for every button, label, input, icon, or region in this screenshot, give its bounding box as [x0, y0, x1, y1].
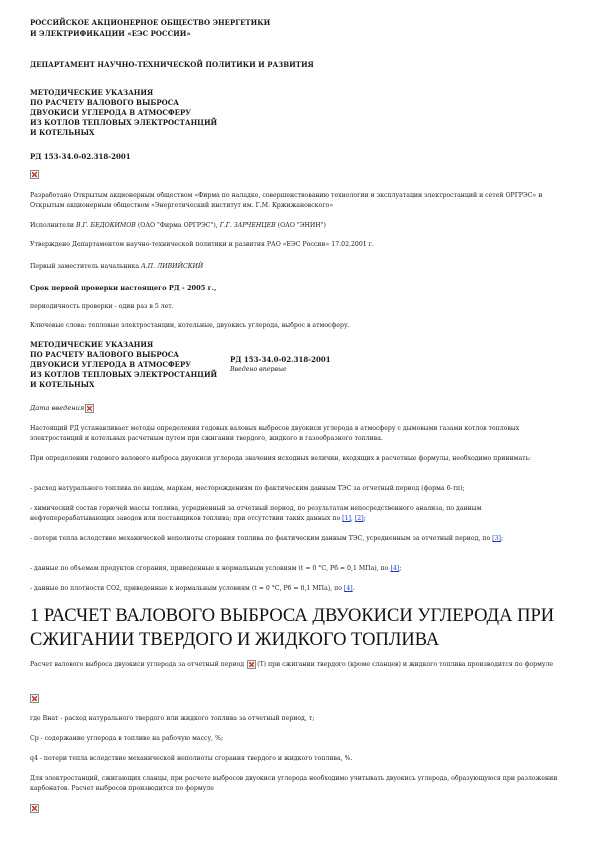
bullet-chemical-composition: [30, 504, 566, 523]
bullet-co2-density: [30, 584, 355, 594]
title-line: И КОТЕЛЬНЫХ: [30, 128, 95, 137]
approved-text: Утверждено Департаментом научно-технической политики и развития РАО «ЕЭС России» 17.02.2001 г.: [30, 241, 374, 248]
broken-image-icon: [30, 804, 39, 813]
deputy-name: А.П. ЛИВИЙСКИЙ: [141, 263, 204, 270]
bullet-text: - данные по объемам продуктов сгорания, приведенные к нормальным условиям (t = 0 °С, Рб = 0,1 МПа), по: [30, 565, 391, 572]
definition-carbon-content: Ср - содержание углерода в топливе на рабочую массу, %;: [30, 735, 224, 742]
title-block-code: РД 153-34.0-02.318-2001: [230, 355, 331, 364]
section-text: (Т) при сжигании твердого (кроме сланцев) и жидкого топлива производится по формуле: [257, 661, 554, 668]
executors-text: [30, 221, 326, 231]
developed-by-text: Разработано Открытым акционерным обществом «Фирма по наладке, совершенствованию технологии и эксплуатации электростанций и сетей ОРГРЭС» и Открытым акционерным обществом «Энергетический институт им. Г.М. Кржижановского»: [30, 192, 543, 209]
title-line: ДВУОКИСИ УГЛЕРОДА В АТМОСФЕРУ: [30, 108, 191, 117]
executor-name-2: Г.Г. ЗАРЧЕНЦЕВ: [219, 222, 276, 229]
section-1-intro: [30, 660, 566, 670]
executor-name-1: В.Г. БЕДОКИМОВ: [76, 222, 136, 229]
bullet-heat-losses: [30, 534, 566, 544]
bullet-combustion-volumes: [30, 564, 401, 574]
oil-shale-paragraph: Для электростанций, сжигающих сланцы, при расчете выбросов двуокиси углерода необходимо учитывать двуокись углерода, образующуюся при разложении карбонатов. Расчет выбросов производится по формуле: [30, 775, 558, 792]
executors-suffix: (ОАО "ЭНИН"): [275, 222, 326, 229]
title-block-left: [30, 340, 217, 390]
definition-heat-losses: q4 - потери тепла вследствие механической неполноты сгорания твердого и жидкого топлива, %.: [30, 755, 353, 762]
definition-fuel-consumption: где Внат - расход натурального твердого или жидкого топлива за отчетный период, т;: [30, 715, 315, 722]
reference-link-4b[interactable]: [4]: [343, 585, 353, 592]
title-block-line: МЕТОДИЧЕСКИЕ УКАЗАНИЯ: [30, 340, 154, 349]
title-block-line: ДВУОКИСИ УГЛЕРОДА В АТМОСФЕРУ: [30, 360, 191, 369]
separator: ,: [350, 514, 355, 522]
reference-link-2[interactable]: [2]: [354, 514, 364, 522]
bullet-end: .: [352, 585, 355, 592]
periodicity-text: периодичность проверки - один раз в 5 лет.: [30, 303, 174, 310]
scope-paragraph: Настоящий РД устанавливает методы определения годовых валовых выбросов двуокиси углерода в атмосферу с дымовыми газами котлов тепловых электростанций и котельных расчетным путем при сжигании твердого, жидкого и газообразного топлива.: [30, 425, 520, 442]
broken-image-icon: [247, 660, 256, 669]
deputy-prefix: Первый заместитель начальника: [30, 263, 142, 270]
broken-image-icon: [30, 694, 39, 703]
bullet-end: ;: [363, 514, 366, 522]
doc-code: РД 153-34.0-02.318-2001: [30, 152, 131, 161]
broken-image-icon: [30, 170, 39, 179]
title-line: МЕТОДИЧЕСКИЕ УКАЗАНИЯ: [30, 88, 154, 97]
bullet-fuel-consumption: - расход натурального топлива по видам, маркам, месторождениям по фактическим данным ТЭС за отчетный период (форма 6-тп);: [30, 485, 465, 492]
deputy-text: [30, 262, 203, 272]
executors-mid: (ОАО "Фирма ОРГРЭС"),: [135, 222, 220, 229]
bullet-end: ;: [399, 565, 402, 572]
org-name-line1: РОССИЙСКОЕ АКЦИОНЕРНОЕ ОБЩЕСТВО ЭНЕРГЕТИКИ: [30, 18, 271, 27]
org-name-line2: И ЭЛЕКТРИФИКАЦИИ «ЕЭС РОССИИ»: [30, 29, 191, 38]
reference-link-1[interactable]: [1]: [342, 514, 351, 522]
date-of-introduction: [30, 403, 95, 413]
title-block-line: ПО РАСЧЕТУ ВАЛОВОГО ВЫБРОСА: [30, 350, 179, 359]
title-block-line: И КОТЕЛЬНЫХ: [30, 380, 95, 389]
department-name: ДЕПАРТАМЕНТ НАУЧНО-ТЕХНИЧЕСКОЙ ПОЛИТИКИ И РАЗВИТИЯ: [30, 60, 314, 69]
title-block-right: [230, 355, 331, 375]
section-1-heading: 1 РАСЧЕТ ВАЛОВОГО ВЫБРОСА ДВУОКИСИ УГЛЕРОДА ПРИ СЖИГАНИИ ТВЕРДОГО И ЖИДКОГО ТОПЛИВА: [30, 606, 555, 650]
keywords-text: Ключевые слова: тепловые электростанции, котельные, двуокись углерода, выброс в атмосферу.: [30, 322, 350, 329]
bullet-text: - потери тепла вследствие механической неполноты сгорания топлива по фактическим данным ТЭС, усредненным за отчетный период, по: [30, 535, 493, 542]
broken-image-icon: [85, 404, 94, 413]
reference-link-4[interactable]: [4]: [390, 565, 400, 572]
executors-prefix: Исполнители: [30, 222, 76, 229]
reference-link-3[interactable]: [3]: [492, 535, 501, 542]
title-line: ПО РАСЧЕТУ ВАЛОВОГО ВЫБРОСА: [30, 98, 179, 107]
title-block-line: ИЗ КОТЛОВ ТЕПЛОВЫХ ЭЛЕКТРОСТАНЦИЙ: [30, 370, 218, 379]
date-label: Дата введения: [30, 404, 85, 412]
bullet-text: - химический состав горючей массы топлива, усредненный за отчетный период, по результатам непосредственного анализа, по данным нефтеперерабатывающих заводов или поставщиков топлива; при отсутствии таких данных по: [30, 505, 482, 522]
bullet-end: ;: [500, 535, 504, 542]
bullet-text: - данные по плотности СО2, приведенные к нормальным условиям (t = 0 °С, Рб = 0,1 МПа), по: [30, 585, 344, 592]
input-values-paragraph: При определении годового валового выброса двуокиси углерода значения исходных величин, входящих в расчетные формулы, необходимо принимать:: [30, 455, 532, 462]
section-text: Расчет валового выброса двуокиси углерода за отчетный период: [30, 661, 247, 668]
first-check-text: Срок первой проверки настоящего РД - 2005 г.,: [30, 284, 217, 292]
title-block-note: Введено впервые: [230, 366, 287, 373]
title-line: ИЗ КОТЛОВ ТЕПЛОВЫХ ЭЛЕКТРОСТАНЦИЙ: [30, 118, 218, 127]
